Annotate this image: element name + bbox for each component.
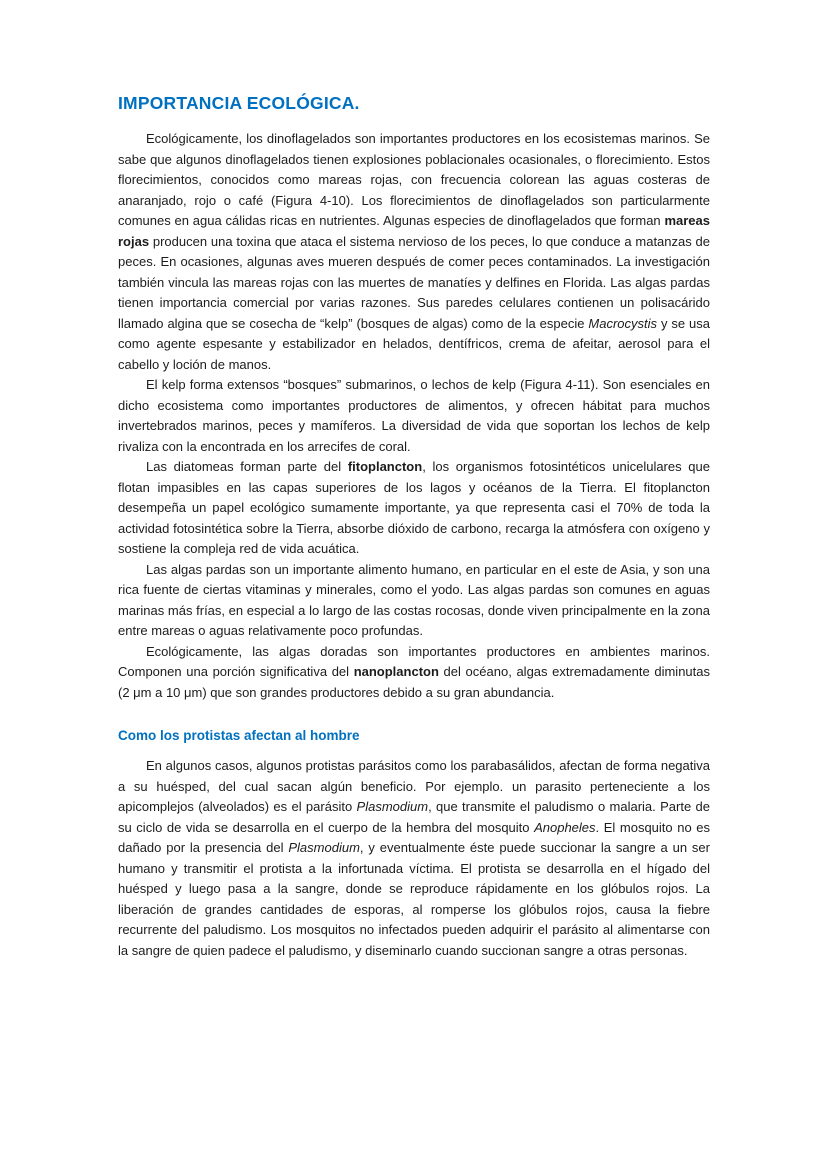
text-run: Las algas pardas son un importante alimento humano, en particular en el este de Asia, y son una rica fuente de ciertas vitaminas y minerales, como el yodo. Las algas pardas son comunes en aguas marinas más frías, en especial a lo largo de las costas rocosas, donde viven principalmente en la zona entre mareas o aguas relativamente poco profundas. (118, 561, 710, 638)
text-run: mareas rojas (118, 213, 710, 249)
text-run: nanoplancton (353, 664, 439, 679)
paragraph (118, 457, 710, 560)
text-run: IMPORTANCIA ECOLÓGICA. (118, 93, 360, 113)
text-run: y se usa como agente espesante y estabilizador en helados, dentífricos, crema de afeitar, aerosol para el cabello y loción de manos. (118, 315, 710, 372)
text-run: Anopheles (534, 819, 596, 835)
paragraph (118, 756, 710, 961)
paragraph (118, 375, 710, 457)
text-run: , los organismos fotosintéticos unicelulares que flotan impasibles en las capas superiores de los lagos y océanos de la Tierra. El fitoplancton desempeña un papel ecológico sumamente importante, ya que representa casi el 70% de toda la actividad fotosintética sobre la Tierra, absorbe dióxido de carbono, recarga la atmósfera con oxígeno y sostiene la compleja red de vida acuática. (118, 459, 710, 556)
text-run: fitoplancton (347, 459, 423, 474)
text-run: Ecológicamente, los dinoflagelados son importantes productores en los ecosistemas marinos. Se sabe que algunos dinoflagelados tienen explosiones poblacionales ocasionales, o florecimiento. Estos florecimientos, conocidos como mareas rojas, con frecuencia colorean las aguas costeras de anaranjado, rojo o café (Figura 4-10). Los florecimientos de dinoflagelados son particularmente comunes en agua cálidas ricas en nutrientes. Algunas especies de dinoflagelados que forman (118, 131, 710, 228)
text-run: El kelp forma extensos “bosques” submarinos, o lechos de kelp (Figura 4-11). Son esenciales en dicho ecosistema como importantes productores de alimentos, y ofrecen hábitat para muchos invertebrados marinos, peces y mamíferos. La diversidad de vida que soportan los lechos de kelp rivaliza con la encontrada en los arrecifes de coral. (118, 377, 710, 454)
text-run: , que transmite el paludismo o malaria. Parte de su ciclo de vida se desarrolla en el cuerpo de la hembra del mosquito (118, 799, 710, 835)
text-run: Como los protistas afectan al hombre (118, 728, 360, 743)
paragraph (118, 642, 710, 704)
text-run: producen una toxina que ataca el sistema nervioso de los peces, lo que conduce a matanzas de peces. En ocasiones, algunas aves mueren después de comer peces contaminados. La investigación también vincula las mareas rojas con las muertes de manatíes y delfines en Florida. Las algas pardas tienen importancia comercial por varias razones. Sus paredes celulares contienen un polisacárido llamado algina que se cosecha de “kelp” (bosques de algas) como de la especie (118, 233, 710, 331)
text-run: Plasmodium (356, 799, 429, 814)
text-run: Macrocystis (588, 315, 658, 331)
paragraph (118, 129, 710, 375)
text-run: Las diatomeas forman parte del (146, 459, 348, 474)
text-run: . El mosquito no es dañado por la presencia del (118, 819, 710, 855)
text-run: Ecológicamente, las algas doradas son importantes productores en ambientes marinos. Componen una porción significativa del (118, 643, 710, 679)
text-run: En algunos casos, algunos protistas parásitos como los parabasálidos, afectan de forma negativa a su huésped, del cual sacan algún beneficio. Por ejemplo. un parasito perteneciente a los apicomplejos (alveolados) es el parásito (118, 758, 710, 814)
paragraph (118, 560, 710, 642)
page-title (118, 92, 710, 114)
document-content (118, 92, 710, 961)
text-run: del océano, algas extremadamente diminutas (2 μm a 10 μm) que son grandes productores debido a su gran abundancia. (118, 664, 710, 700)
text-run: Plasmodium (288, 840, 360, 855)
text-run: , y eventualmente éste puede succionar la sangre a un ser humano y transmitir el protista a la infortunada víctima. El protista se desarrolla en el hígado del huésped y luego pasa a la sangre, donde se reproduce rápidamente en los glóbulos rojos. La liberación de grandes cantidades de esporas, al romperse los glóbulos rojos, causa la fiebre recurrente del paludismo. Los mosquitos no infectados pueden adquirir el parásito al alimentarse con la sangre de quien padece el paludismo, y diseminarlo cuando succionan sangre a otras personas. (118, 840, 710, 958)
section-subheading (118, 727, 710, 745)
